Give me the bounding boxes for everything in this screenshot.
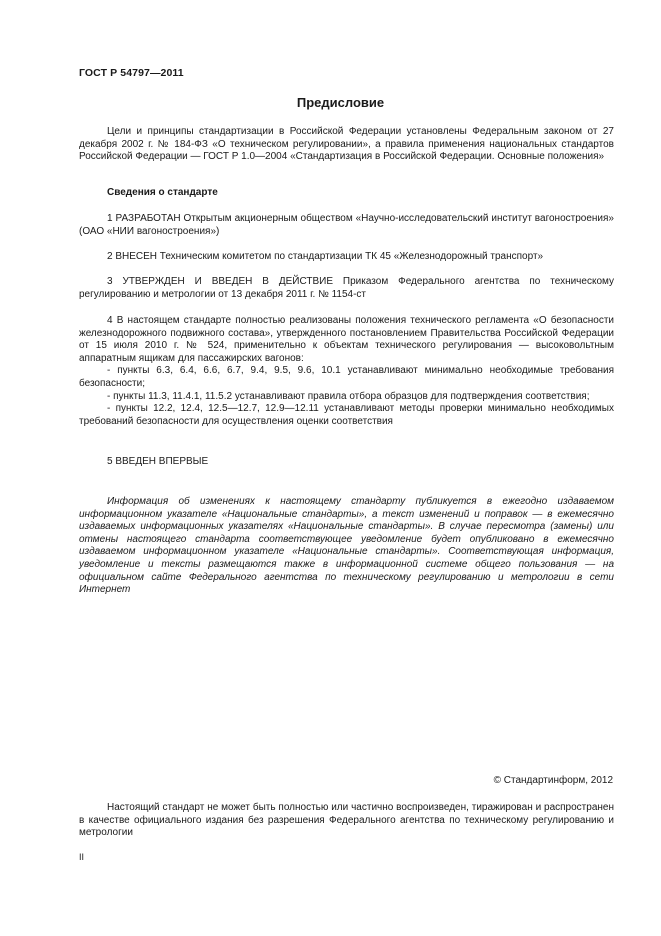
item-2-text: 2 ВНЕСЕН Техническим комитетом по стандартизации ТК 45 «Железнодорожный транспорт» <box>107 251 544 262</box>
reproduction-notice <box>79 802 614 840</box>
item-3-text: 3 УТВЕРЖДЕН И ВВЕДЕН В ДЕЙСТВИЕ Приказом Федерального агентства по техническому регулированию и метрологии от 13 декабря 2011 г. № 1154-ст <box>79 276 614 300</box>
item-4-text: 4 В настоящем стандарте полностью реализованы положения технического регламента «О безопасности железнодорожного подвижного состава», утвержденного постановлением Правительства Российской Федерации от 15 июля 2010 г. № 524, применительно к объектам технического регулирования — высоковольтным аппаратным ящикам для пассажирских вагонов: <box>79 315 614 364</box>
item-4-bullet-1: - пункты 6.3, 6.4, 6.6, 6.7, 9.4, 9.5, 9.6, 10.1 устанавливают минимально необходимые требования безопасности; <box>79 365 614 389</box>
item-4 <box>79 315 614 428</box>
item-4-bullet-3: - пункты 12.2, 12.4, 12.5—12.7, 12.9—12.11 устанавливают методы проверки минимально необходимых требований безопасности для осуществления оценки соответствия <box>79 403 614 427</box>
item-1 <box>79 213 614 238</box>
intro-paragraph: Цели и принципы стандартизации в Российской Федерации установлены Федеральным законом от 27 декабря 2002 г. № 184-ФЗ «О техническом регулировании», а правила применения национальных стандартов Российской Федерации — ГОСТ Р 1.0—2004 «Стандартизация в Российской Федерации. Основные положения» <box>79 126 614 163</box>
item-5 <box>79 456 614 469</box>
page-title: Предисловие <box>296 95 385 110</box>
item-1-text: 1 РАЗРАБОТАН Открытым акционерным обществом «Научно-исследовательский институт вагоностроения» (ОАО «НИИ вагоностроения») <box>79 213 614 237</box>
intro-section <box>79 126 614 164</box>
page-number: II <box>79 852 85 862</box>
item-2 <box>79 251 614 264</box>
item-5-text: 5 ВВЕДЕН ВПЕРВЫЕ <box>107 456 209 467</box>
reproduction-notice-text: Настоящий стандарт не может быть полностью или частично воспроизведен, тиражирован и распространен в качестве официального издания без разрешения Федерального агентства по техническому регулированию и метрологии <box>79 802 614 839</box>
info-notice <box>79 496 614 597</box>
standard-id-header: ГОСТ Р 54797—2011 <box>79 67 184 79</box>
item-3 <box>79 276 614 301</box>
item-4-bullet-2: - пункты 11.3, 11.4.1, 11.5.2 устанавливают правила отбора образцов для подтверждения соответствия; <box>107 390 590 402</box>
info-notice-text: Информация об изменениях к настоящему стандарту публикуется в ежегодно издаваемом информационном указателе «Национальные стандарты», а текст изменений и поправок — в ежемесячно издаваемых информационных указателях «Национальные стандарты». В случае пересмотра (замены) или отмены настоящего стандарта соответствующее уведомление будет опубликовано в ежемесячно издаваемом информационном указателе «Национальные стандарты». Соответствующая информация, уведомление и тексты размещаются также в информационной системе общего пользования — на официальном сайте Федерального агентства по техническому регулированию и метрологии в сети Интернет <box>79 496 614 596</box>
section-heading: Сведения о стандарте <box>107 187 218 198</box>
copyright-line: © Стандартинформ, 2012 <box>493 775 613 786</box>
